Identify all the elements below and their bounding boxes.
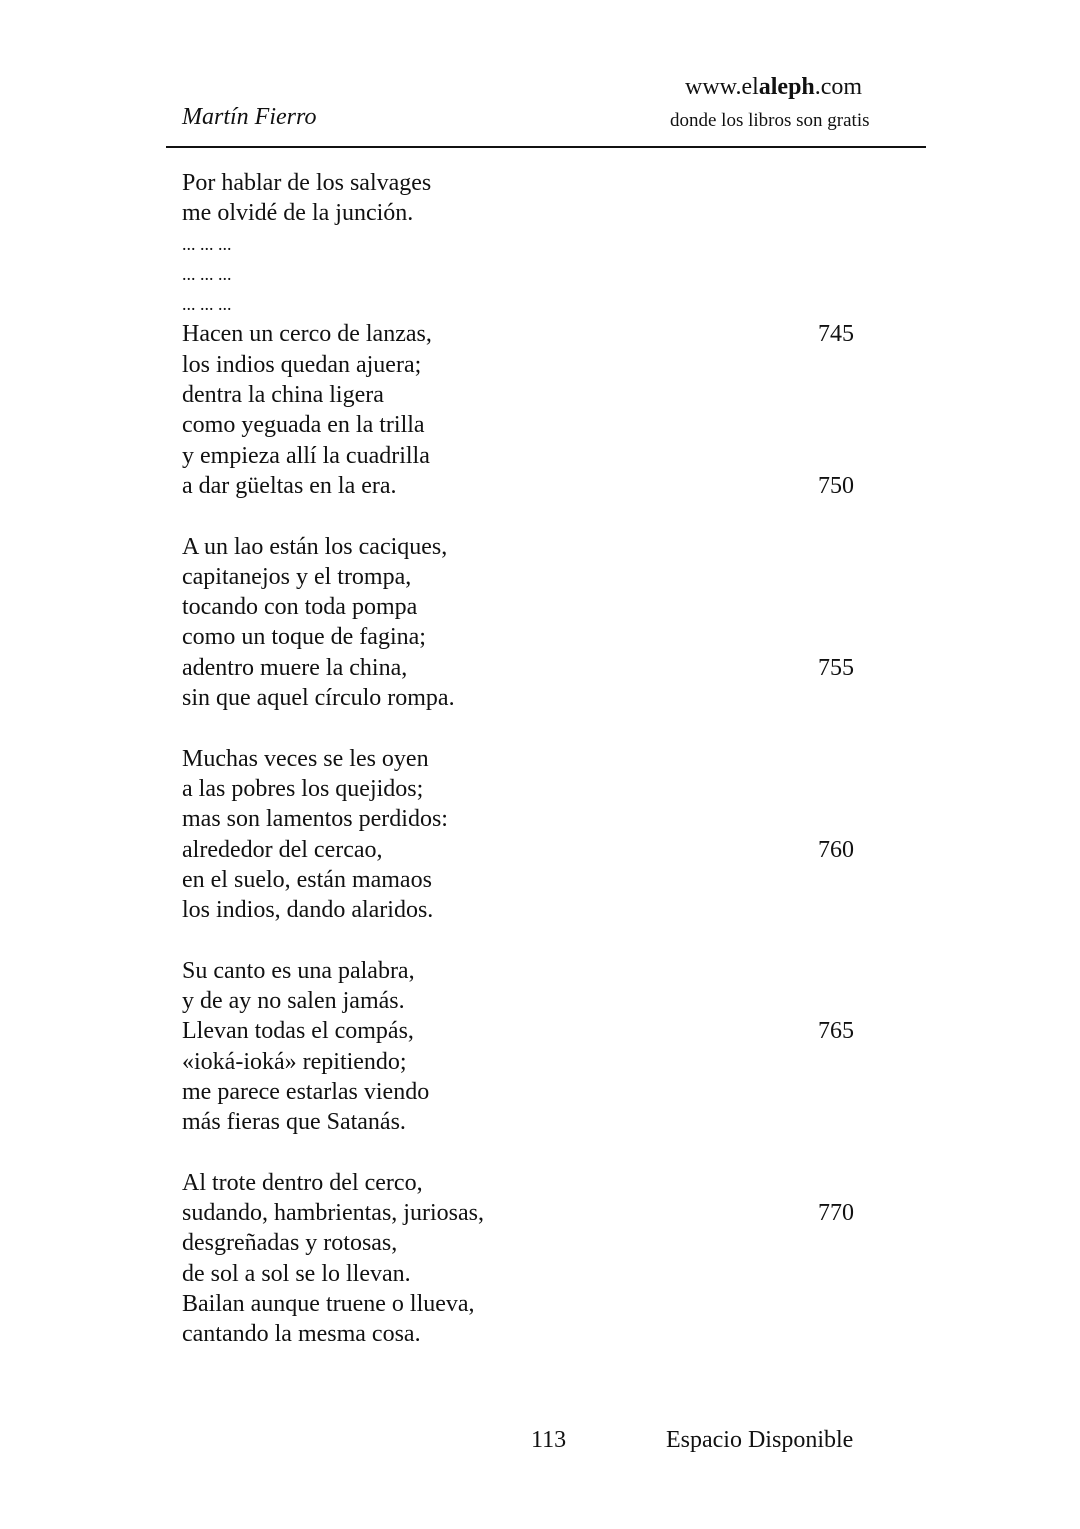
verse-line: [182, 865, 882, 895]
verse-text: más fieras que Satanás.: [182, 1109, 406, 1136]
verse-line: [182, 198, 882, 228]
stanza-break: [182, 713, 882, 743]
page-number: 113: [531, 1427, 567, 1453]
verse-text: y de ay no salen jamás.: [182, 988, 405, 1015]
verse-line: [182, 744, 882, 774]
verse-text: Su canto es una palabra,: [182, 957, 415, 984]
verse-text: como yeguada en la trilla: [182, 412, 425, 439]
verse-text: a las pobres los quejidos;: [182, 775, 424, 802]
site-url-brand: aleph: [758, 74, 815, 100]
verse-text: Llevan todas el compás,: [182, 1018, 414, 1045]
verse-line: [182, 835, 882, 865]
verse-text: cantando la mesma cosa.: [182, 1321, 421, 1348]
verse-text: como un toque de fagina;: [182, 624, 426, 651]
verse-text: ... ... ...: [182, 233, 232, 254]
verse-line: [182, 1198, 882, 1228]
verse-line: [182, 683, 882, 713]
verse-text: ... ... ...: [182, 294, 232, 315]
stanza-break: [182, 1138, 882, 1168]
line-number: 755: [818, 654, 854, 681]
verse-line: [182, 1289, 882, 1319]
stanza-break: [182, 501, 882, 531]
verse-text: «ioká-ioká» repitiendo;: [182, 1048, 407, 1075]
verse-text: Por hablar de los salvages: [182, 170, 432, 196]
verse-text: dentra la china ligera: [182, 382, 384, 409]
verse-text: capitanejos y el trompa,: [182, 563, 412, 590]
verse-line: [182, 410, 882, 440]
verse-line: [182, 441, 882, 471]
verse-text: mas son lamentos perdidos:: [182, 806, 448, 833]
line-number: 760: [818, 836, 854, 863]
verse-text: tocando con toda pompa: [182, 594, 418, 621]
verse-line: [182, 1228, 882, 1258]
verse-text: Al trote dentro del cerco,: [182, 1169, 423, 1196]
line-number: 765: [818, 1018, 854, 1045]
site-url: [685, 74, 862, 101]
verse-text: A un lao están los caciques,: [182, 533, 448, 560]
verse-text: me olvidé de la junción.: [182, 200, 414, 227]
verse-line: [182, 350, 882, 380]
verse-line: [182, 1016, 882, 1046]
verse-text: los indios quedan ajuera;: [182, 351, 422, 378]
verse-text: sudando, hambrientas, juriosas,: [182, 1200, 484, 1227]
verse-line: [182, 380, 882, 410]
verse-line: [182, 471, 882, 501]
verse-line: [182, 1168, 882, 1198]
verse-line: [182, 168, 882, 198]
verse-text: Bailan aunque truene o llueva,: [182, 1290, 475, 1317]
verse-text: desgreñadas y rotosas,: [182, 1230, 398, 1257]
verse-line: [182, 1077, 882, 1107]
line-number: 770: [818, 1200, 854, 1227]
verse-text: sin que aquel círculo rompa.: [182, 685, 455, 712]
verse-line: [182, 592, 882, 622]
verse-line: [182, 774, 882, 804]
verse-line: [182, 895, 882, 925]
verse-line: [182, 986, 882, 1016]
verse-text: los indios, dando alaridos.: [182, 897, 434, 924]
site-url-prefix: www.el: [685, 74, 759, 100]
verse-text: ... ... ...: [182, 263, 232, 284]
verse-line: [182, 562, 882, 592]
verse-text: Muchas veces se les oyen: [182, 745, 429, 772]
verse-text: Hacen un cerco de lanzas,: [182, 321, 432, 348]
ellipsis-line: [182, 259, 882, 289]
header-divider: [166, 146, 926, 148]
verse-line: [182, 1107, 882, 1137]
verse-text: a dar güeltas en la era.: [182, 472, 397, 499]
verse-line: [182, 1259, 882, 1289]
verse-text: en el suelo, están mamaos: [182, 866, 432, 893]
verse-text: adentro muere la china,: [182, 654, 408, 681]
verse-line: [182, 319, 882, 349]
poem-body: [182, 168, 882, 1350]
ellipsis-line: [182, 289, 882, 319]
book-title: Martín Fierro: [182, 104, 317, 130]
verse-line: [182, 653, 882, 683]
verse-text: de sol a sol se lo llevan.: [182, 1260, 411, 1287]
site-tagline: donde los libros son gratis: [670, 110, 870, 131]
stanza-break: [182, 925, 882, 955]
verse-line: [182, 622, 882, 652]
verse-line: [182, 532, 882, 562]
verse-line: [182, 956, 882, 986]
site-url-suffix: .com: [814, 74, 863, 100]
verse-line: [182, 804, 882, 834]
verse-text: y empieza allí la cuadrilla: [182, 442, 430, 469]
ellipsis-line: [182, 229, 882, 259]
line-number: 745: [818, 321, 854, 348]
verse-text: me parece estarlas viendo: [182, 1078, 430, 1105]
verse-text: alrededor del cercao,: [182, 836, 383, 863]
verse-line: [182, 1047, 882, 1077]
verse-line: [182, 1319, 882, 1349]
line-number: 750: [818, 472, 854, 499]
footer-note: Espacio Disponible: [666, 1427, 854, 1453]
